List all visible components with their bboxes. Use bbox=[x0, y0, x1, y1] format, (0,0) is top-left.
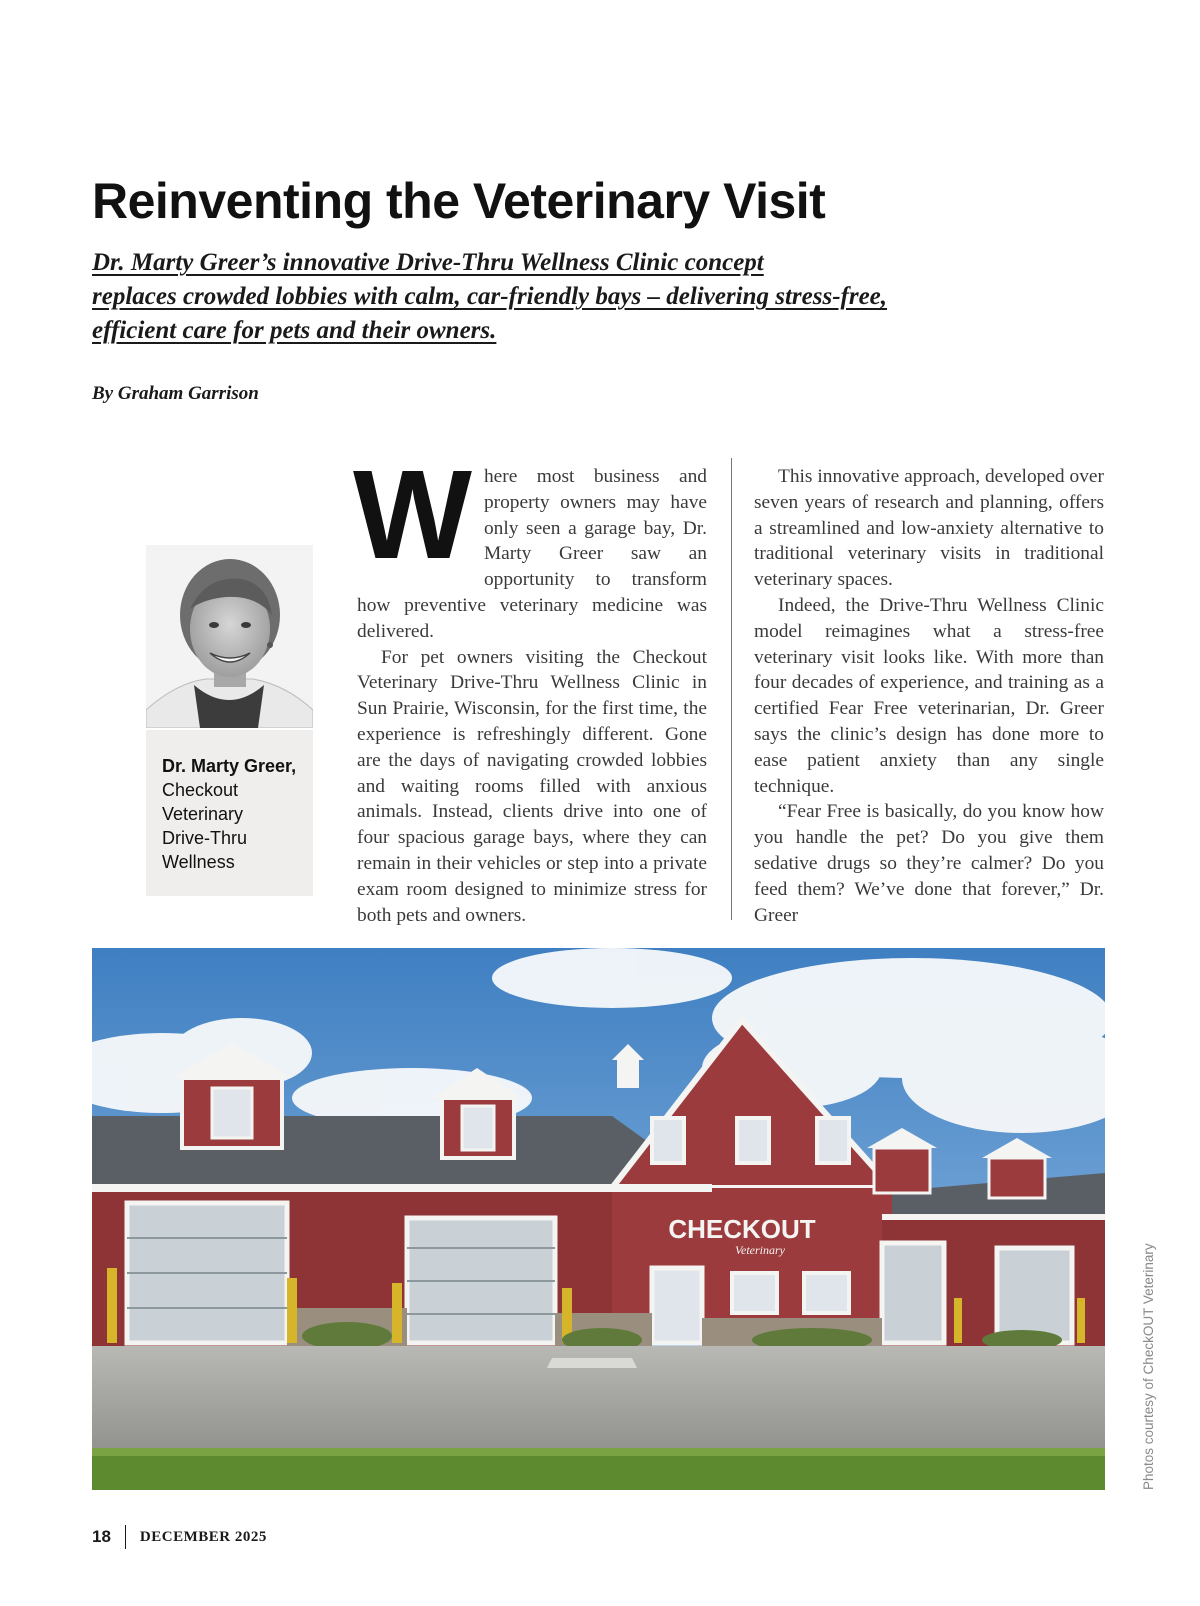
body-column-2 bbox=[754, 464, 1104, 928]
column-divider bbox=[731, 458, 732, 920]
caption-line: Veterinary bbox=[162, 804, 244, 824]
portrait-illustration bbox=[146, 545, 313, 728]
article-title: Reinventing the Veterinary Visit bbox=[92, 173, 826, 229]
clinic-building-photo bbox=[92, 948, 1105, 1490]
deck-line: efficient care for pets and their owners. bbox=[92, 317, 497, 344]
photo-credit: Photos courtesy of CheckOUT Veterinary bbox=[1141, 1243, 1156, 1490]
body-paragraph: This innovative approach, developed over seven years of research and planning, offers a streamlined and low-anxiety alternative to traditional veterinary visits in traditional veterinary spaces. bbox=[754, 466, 1104, 591]
deck-line: replaces crowded lobbies with calm, car-friendly bays – delivering stress-free, bbox=[92, 283, 888, 310]
clinic-sign-subtext: Veterinary bbox=[735, 1243, 785, 1257]
byline: By Graham Garrison bbox=[92, 383, 259, 404]
caption-name: Dr. Marty Greer, bbox=[162, 756, 297, 776]
issue-date: DECEMBER 2025 bbox=[139, 1528, 267, 1545]
deck-line: Dr. Marty Greer’s innovative Drive-Thru Wellness Clinic concept bbox=[92, 249, 764, 276]
body-paragraph: Where most business and property owners may have only seen a garage bay, Dr. Marty Greer saw an opportunity to transform how preventive veterinary medicine was delivered. bbox=[353, 444, 707, 642]
body-paragraph: For pet owners visiting the Checkout Veterinary Drive-Thru Wellness Clinic in Sun Prairie, Wisconsin, for the first time, the experience is refreshingly different. Gone are the days of navigating crowded lobbies and waiting rooms filled with anxious animals. Instead, clients drive into one of four spacious garage bays, where they can remain in their vehicles or step into a private exam room designed to minimize stress for both pets and owners. bbox=[357, 646, 707, 926]
caption-line: Drive-Thru bbox=[162, 828, 248, 848]
caption-line: Wellness bbox=[162, 852, 235, 872]
clinic-sign-text: CHECKOUT bbox=[668, 1214, 816, 1244]
page-footer bbox=[92, 1524, 267, 1550]
caption-line: Checkout bbox=[162, 780, 239, 800]
author-portrait-photo bbox=[146, 545, 313, 728]
body-column-1 bbox=[353, 444, 707, 928]
footer-divider bbox=[125, 1525, 126, 1549]
clinic-illustration bbox=[92, 948, 1105, 1490]
body-paragraph: Indeed, the Drive-Thru Wellness Clinic model reimagines what a stress-free veterinary visit looks like. With more than four decades of experience, and training as a certified Fear Free veterinarian, Dr. Greer says the clinic’s design has done more to ease patient anxiety than any single technique. bbox=[754, 594, 1104, 797]
article-deck bbox=[92, 246, 1092, 348]
photo-caption bbox=[146, 730, 313, 896]
page-number: 18 bbox=[92, 1527, 111, 1546]
body-paragraph: “Fear Free is basically, do you know how you handle the pet? Do you give them sedative drugs so they’re calmer? Do you feed them? We’ve done that forever,” Dr. Greer bbox=[754, 801, 1104, 926]
drop-cap: W bbox=[353, 444, 472, 585]
